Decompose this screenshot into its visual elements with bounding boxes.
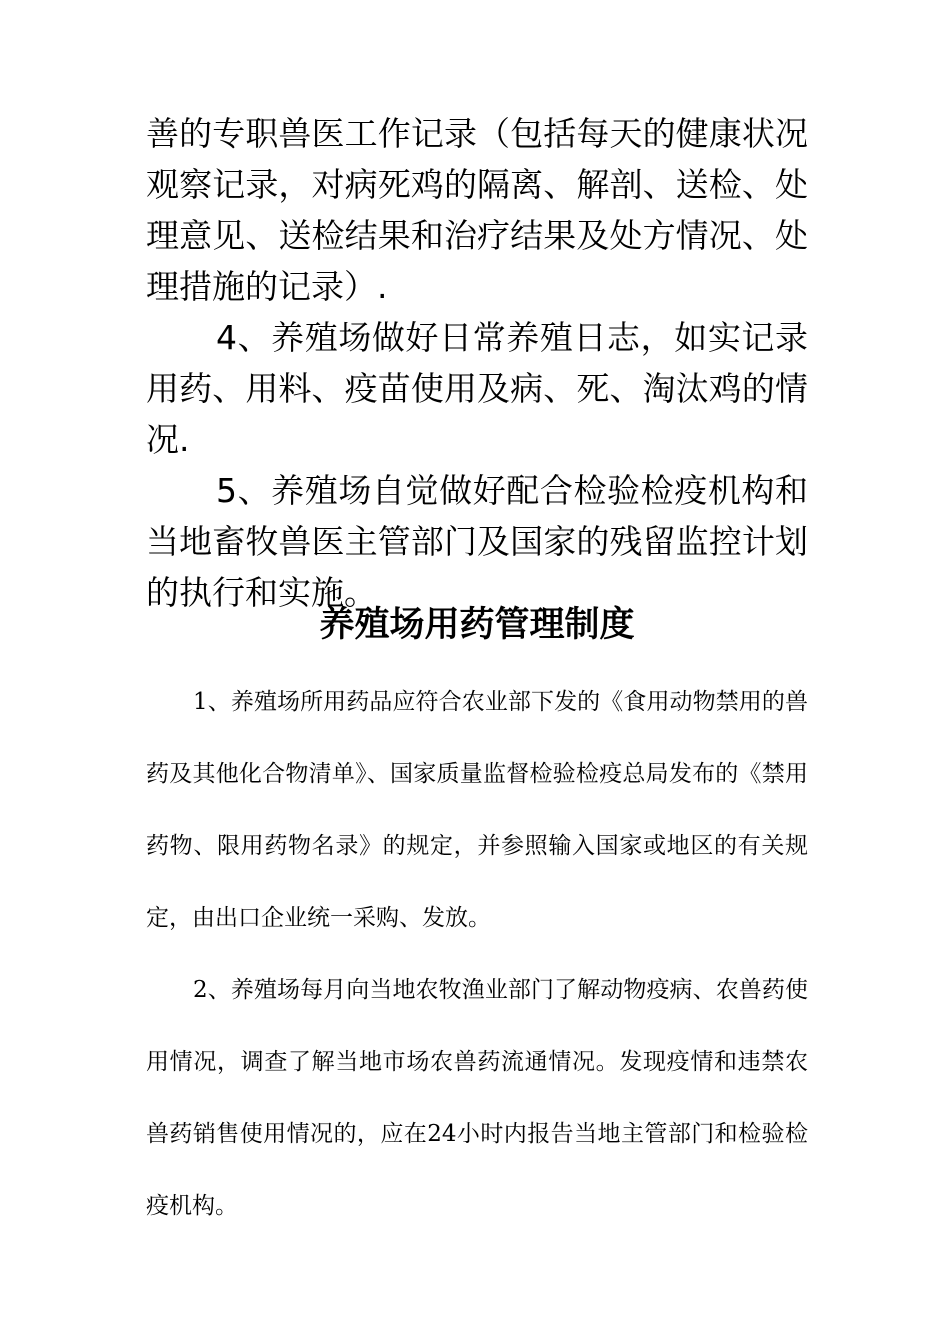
paragraph-rule-1: 1、养殖场所用药品应符合农业部下发的《食用动物禁用的兽药及其他化合物清单》、国家质量监督检验检疫总局发布的《禁用药物、限用药物名录》的规定，并参照输入国家或地区的有关规定，由出口企业统一采购、发放。 xyxy=(146,689,808,931)
paragraph-rule-2: 2、养殖场每月向当地农牧渔业部门了解动物疫病、农兽药使用情况，调查了解当地市场农兽药流通情况。发现疫情和违禁农兽药销售使用情况的，应在24小时内报告当地主管部门和检验检疫机构。 xyxy=(146,977,808,1219)
drug-management-section xyxy=(146,666,808,1242)
paragraph-item-4: 4、养殖场做好日常养殖日志，如实记录用药、用料、疫苗使用及病、死、淘汰鸡的情况. xyxy=(146,318,808,459)
section-title: 养殖场用药管理制度 xyxy=(319,605,635,645)
paragraph-item-5: 5、养殖场自觉做好配合检验检疫机构和当地畜牧兽医主管部门及国家的残留监控计划的执行和实施。 xyxy=(146,471,808,612)
record-keeping-section xyxy=(146,108,808,618)
paragraph-health-records: 善的专职兽医工作记录（包括每天的健康状况观察记录，对病死鸡的隔离、解剖、送检、处理意见、送检结果和治疗结果及处方情况、处理措施的记录）. xyxy=(146,114,808,306)
